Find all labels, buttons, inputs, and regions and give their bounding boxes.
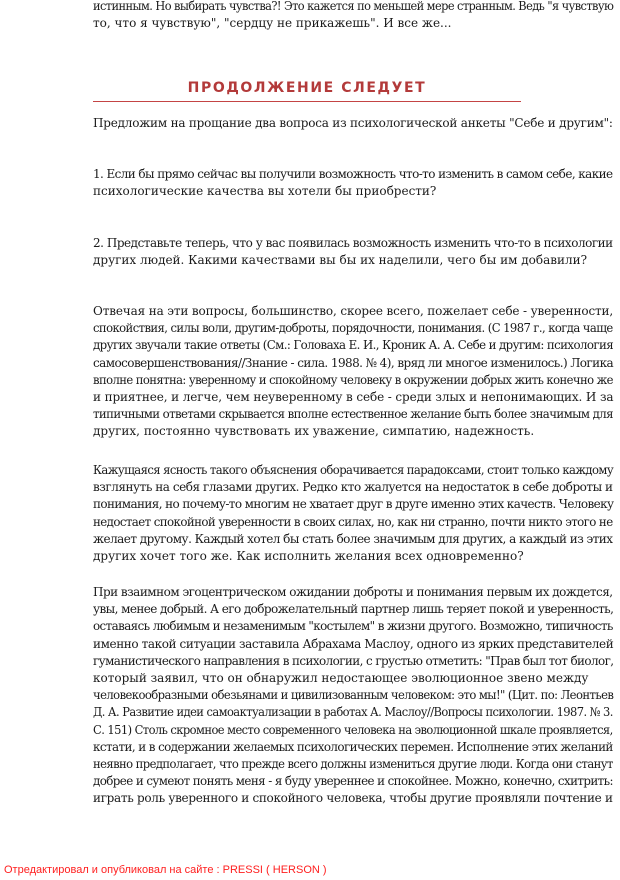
paragraph-2 xyxy=(93,462,613,565)
text-line: Предложим на прощание два вопроса из психологической анкеты "Себе и другим": xyxy=(93,116,613,130)
text-line: оставаясь любимым и незаменимым "костылем" в жизни другого. Возможно, типичность xyxy=(93,619,613,634)
text-line: человекообразными обезьянами и цивилизованным человеком: это мы!" (Цит. по: Леонтьев xyxy=(93,688,614,703)
text-line: понимания, но почему-то многим не хватает друг в друге именно этих качеств. Человеку xyxy=(93,497,614,512)
text-line: психологические качества вы хотели бы приобрести? xyxy=(93,184,437,199)
section-heading-block xyxy=(93,79,521,102)
section-heading: ПРОДОЛЖЕНИЕ СЛЕДУЕТ xyxy=(187,80,427,96)
text-line: который заявил, что он обнаружил недостающее эволюционное звено между xyxy=(93,671,589,686)
text-line: других, постоянно чувствовать их уважение, симпатию, надежность. xyxy=(93,424,535,439)
text-line: Кажущаяся ясность такого объяснения оборачивается парадоксами, стоит только каждому xyxy=(93,463,614,477)
text-line: Отвечая на эти вопросы, большинство, скорее всего, пожелает себе - уверенности, xyxy=(93,304,614,318)
question-1 xyxy=(93,166,613,200)
text-line: других хочет того же. Как исполнить желания всех одновременно? xyxy=(93,549,524,564)
text-line: неявно предполагает, что прежде всего должны измениться другие люди. Когда они станут xyxy=(93,757,613,772)
heading-divider xyxy=(93,101,521,102)
text-line: типичными ответами скрывается вполне естественное желание быть более значимым для xyxy=(93,407,613,422)
text-line: гуманистического направления в психологии, с грустью отметить: "Прав был тот биолог, xyxy=(93,653,614,668)
text-line: спокойствия, силы воли, другим-доброты, порядочности, понимания. (С 1987 г., когда чаще xyxy=(93,321,613,336)
text-line: увы, менее добрый. А его доброжелательный партнер лишь теряет покой и уверенность, xyxy=(93,602,614,617)
top-paragraph xyxy=(93,0,613,32)
text-line: недостает спокойной уверенности в своих силах, но, как ни странно, почти никто этого не xyxy=(93,514,613,529)
text-line: взглянуть на себя глазами других. Редко кто жалуется на недостаток в себе доброты и xyxy=(93,480,613,495)
text-line: добрее и сумеют понять меня - я буду увереннее и спокойнее. Можно, конечно, схитрить: xyxy=(93,774,613,789)
text-line: самосовершенствования//Знание - сила. 1988. № 4), вряд ли многое изменилось.) Логика xyxy=(93,355,614,370)
text-line: вполне понятна: уверенному и спокойному человеку в окружении добрых жить конечно же xyxy=(93,372,613,387)
question-2 xyxy=(93,235,613,269)
text-line: При взаимном эгоцентрическом ожидании доброты и понимания первым их дождется, xyxy=(93,585,613,599)
text-line: других людей. Какими качествами вы бы их наделили, чего бы им добавили? xyxy=(93,253,588,268)
text-line: желает другому. Каждый хотел бы стать более значимым для других, а каждый из этих xyxy=(93,531,613,546)
text-line: играть роль уверенного и спокойного человека, чтобы другие проявляли почтение и xyxy=(93,791,613,806)
text-line: то, что я чувствую", "сердцу не прикажешь". И все же... xyxy=(93,16,452,31)
paragraph-1 xyxy=(93,303,613,441)
intro-paragraph xyxy=(93,115,613,132)
publisher-footer: Отредактировал и опубликовал на сайте : PRESSI ( HERSON ) xyxy=(4,864,327,876)
text-line: 1. Если бы прямо сейчас вы получили возможность что-то изменить в самом себе, какие xyxy=(93,167,613,181)
text-line: Д. А. Развитие идеи самоактуализации в работах А. Маслоу//Вопросы психологии. 1987. № 3. xyxy=(93,705,613,720)
text-line: и приятнее, и легче, чем неуверенному в себе - среди злых и непонимающих. И за xyxy=(93,390,614,405)
text-line: С. 151) Столь скромное место современного человека на эволюционной шкале проявляется, xyxy=(93,722,613,737)
text-line: именно такой ситуации заставила Абрахама Маслоу, одного из ярких представителей xyxy=(93,636,614,651)
text-line: истинным. Но выбирать чувства?! Это кажется по меньшей мере странным. Ведь "я чувствую xyxy=(93,0,614,13)
paragraph-3 xyxy=(93,584,613,808)
text-line: 2. Представьте теперь, что у вас появилась возможность изменить что-то в психологии xyxy=(93,236,613,250)
text-line: кстати, и в содержании желаемых психологических перемен. Исполнение этих желаний xyxy=(93,739,613,754)
text-line: других звучали такие ответы (См.: Головаха Е. И., Кроник А. А. Себе и другим: психология xyxy=(93,338,614,353)
